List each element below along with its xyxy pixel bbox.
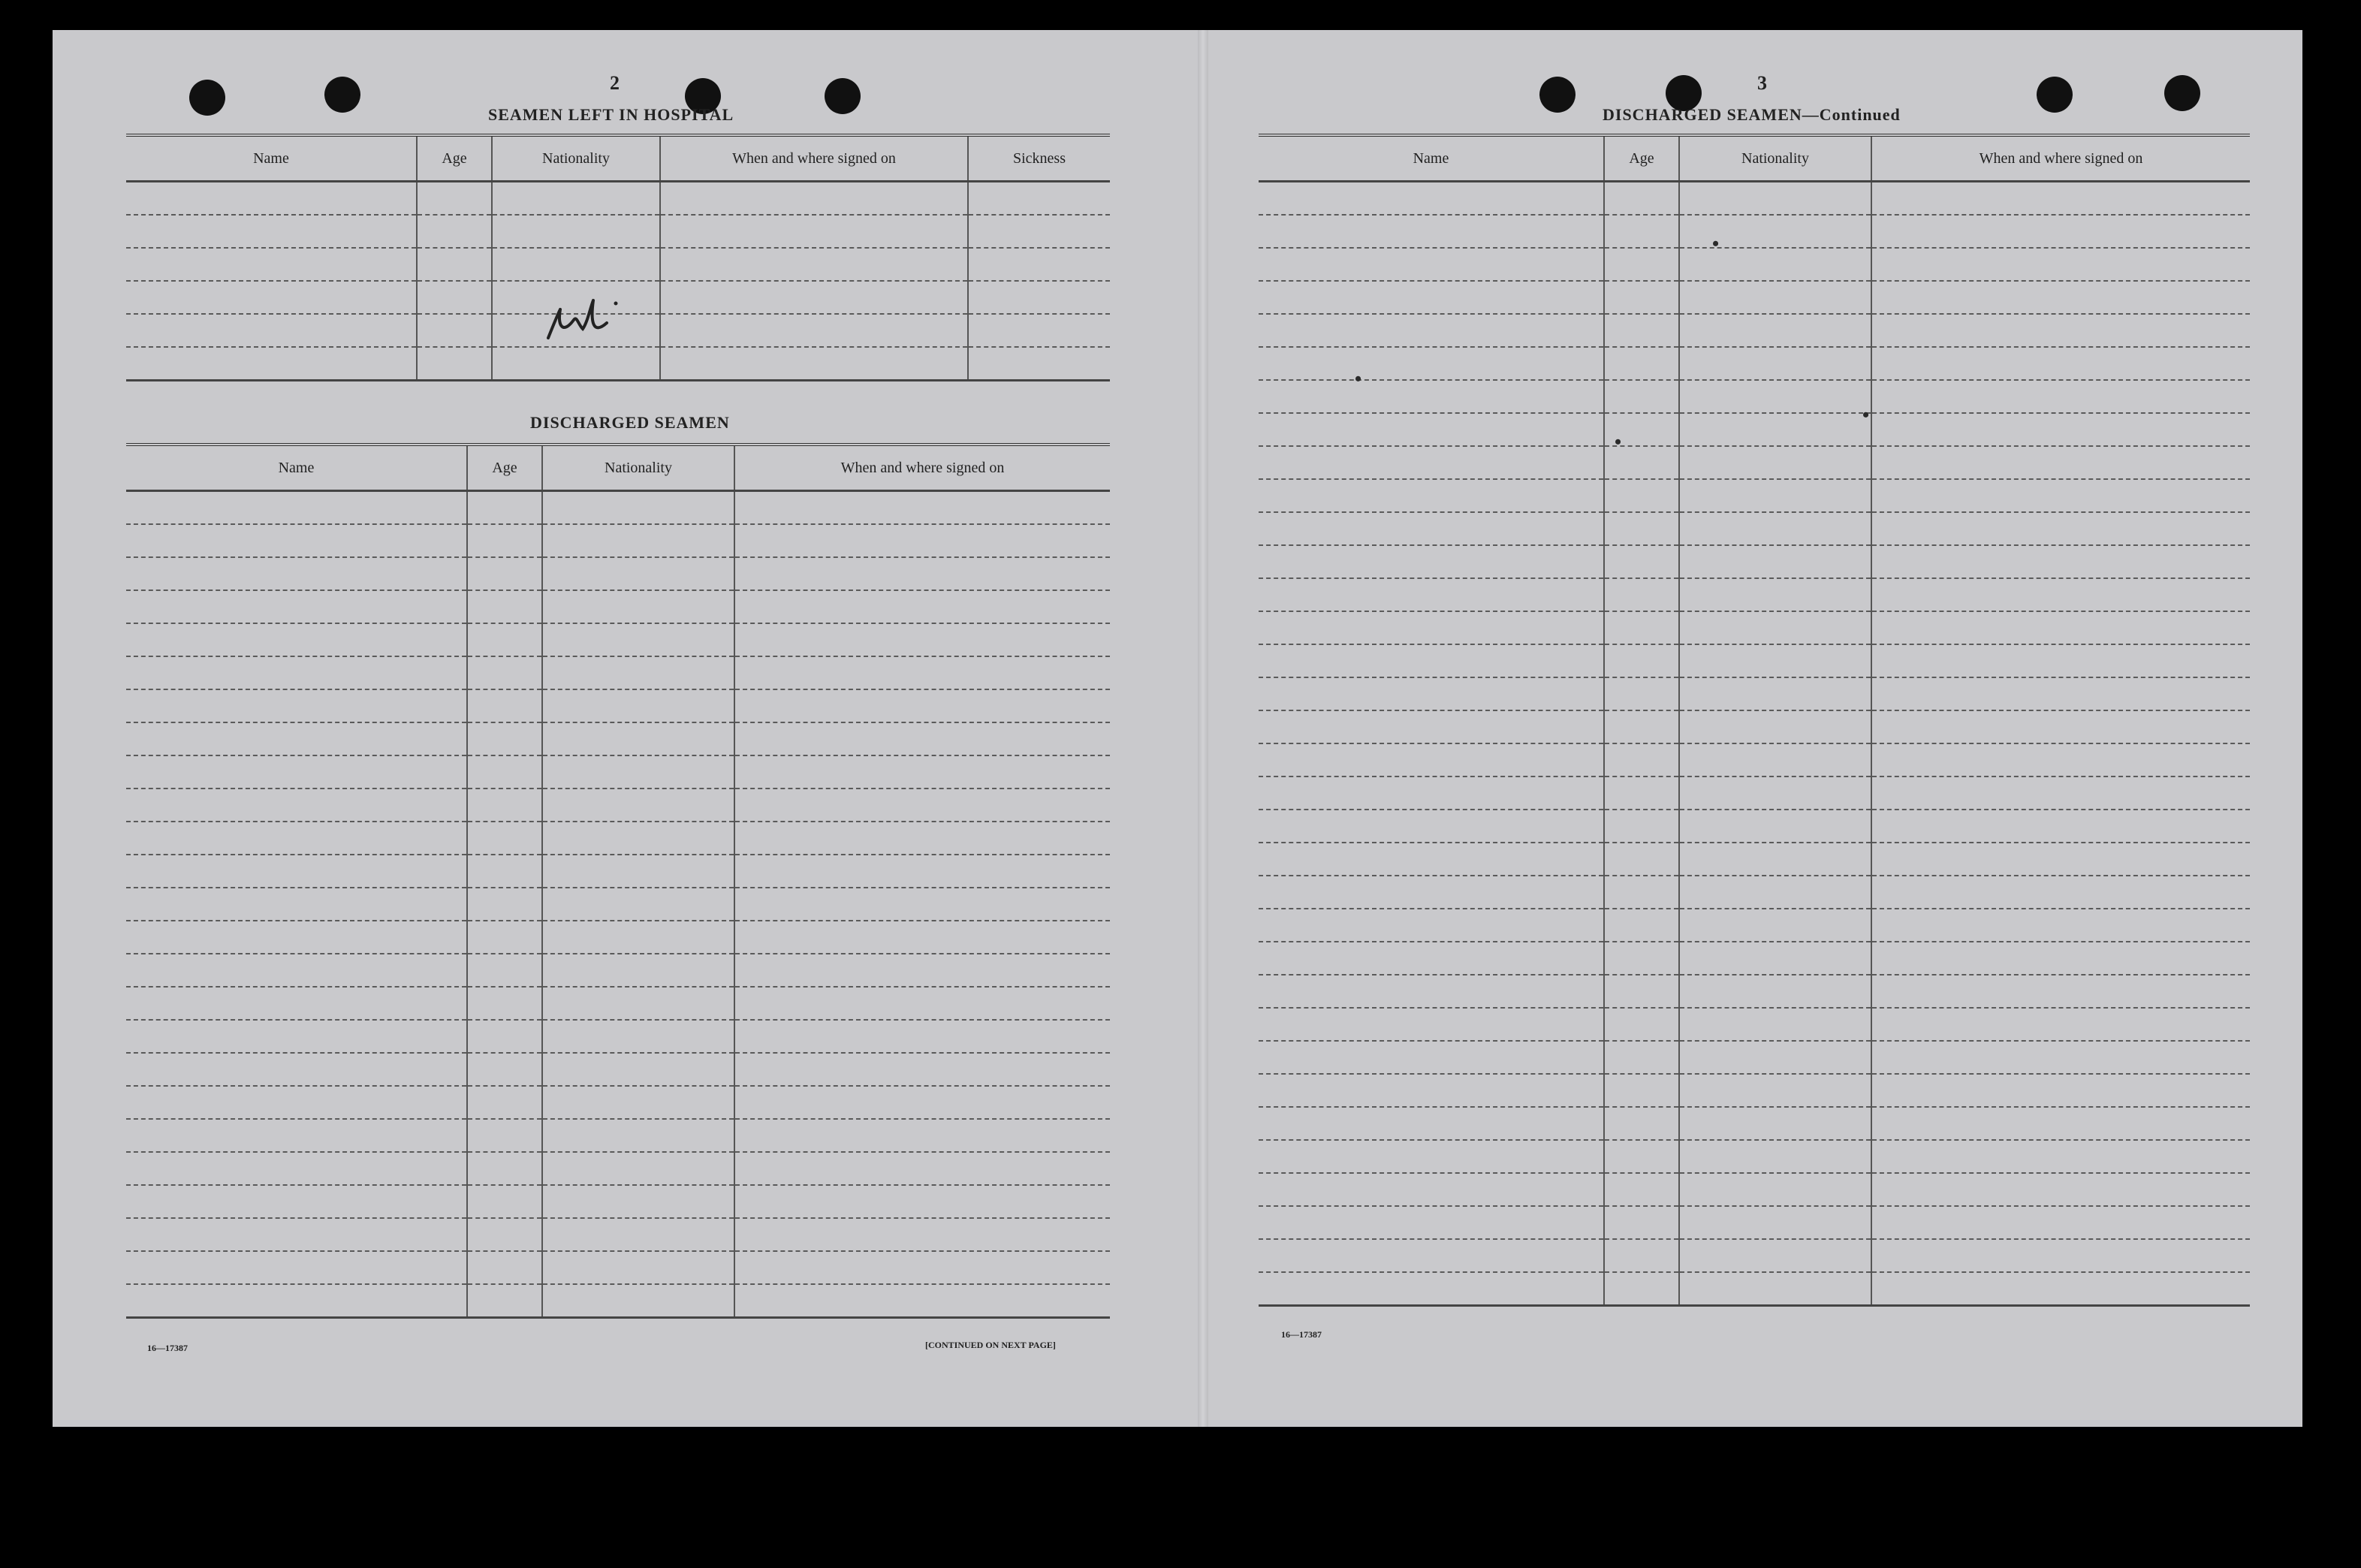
table-row xyxy=(1259,380,2250,413)
table-row xyxy=(126,656,1110,689)
table-row xyxy=(126,722,1110,755)
table-row xyxy=(126,789,1110,822)
table-row xyxy=(1259,710,2250,743)
ink-dot: • xyxy=(1355,368,1362,390)
column-header-age: Age xyxy=(417,135,492,182)
discharged-header-row xyxy=(126,445,1110,491)
column-header-signed-on: When and where signed on xyxy=(660,135,968,182)
punch-hole xyxy=(189,80,225,116)
table-row xyxy=(126,1251,1110,1284)
table-row xyxy=(1259,1239,2250,1272)
table-row xyxy=(1259,1206,2250,1239)
table-row xyxy=(126,1218,1110,1251)
form-number: 16—17387 xyxy=(147,1343,188,1353)
table-row xyxy=(1259,975,2250,1008)
page-fold xyxy=(1198,30,1208,1427)
page-number: 3 xyxy=(1757,72,1767,94)
discharged-continued-header-row xyxy=(1259,135,2250,182)
table-row xyxy=(126,689,1110,722)
table-row xyxy=(126,248,1110,281)
table-row xyxy=(1259,942,2250,975)
column-header-name: Name xyxy=(126,445,467,491)
table-row xyxy=(126,491,1110,525)
table-row xyxy=(126,590,1110,623)
table-row xyxy=(1259,314,2250,347)
table-row xyxy=(126,987,1110,1020)
table-row xyxy=(1259,545,2250,578)
table-row xyxy=(1259,1173,2250,1206)
table-row xyxy=(1259,1041,2250,1074)
table-row xyxy=(1259,1107,2250,1140)
table-row xyxy=(1259,1074,2250,1107)
table-row xyxy=(1259,909,2250,942)
table-row xyxy=(1259,446,2250,479)
table-row xyxy=(1259,644,2250,677)
table-row xyxy=(126,855,1110,888)
table-row xyxy=(1259,611,2250,644)
table-row xyxy=(126,1185,1110,1218)
nil-handwriting-mark xyxy=(541,293,623,353)
ink-dot: • xyxy=(1712,233,1720,255)
table-row xyxy=(126,1119,1110,1152)
discharged-table xyxy=(126,443,1110,1319)
punch-hole xyxy=(2037,77,2073,113)
punch-hole xyxy=(825,78,861,114)
form-number: 16—17387 xyxy=(1281,1329,1322,1340)
punch-hole xyxy=(1539,77,1576,113)
continued-note: [CONTINUED ON NEXT PAGE] xyxy=(925,1340,1056,1350)
column-header-nationality: Nationality xyxy=(542,445,734,491)
column-header-signed-on: When and where signed on xyxy=(734,445,1110,491)
discharged-continued-table xyxy=(1259,134,2250,1307)
table-row xyxy=(1259,182,2250,216)
punch-hole xyxy=(2164,75,2200,111)
table-row xyxy=(126,524,1110,557)
table-row xyxy=(126,888,1110,921)
discharged-section-title: DISCHARGED SEAMEN xyxy=(530,413,730,432)
table-row xyxy=(126,1284,1110,1318)
punch-hole xyxy=(324,77,360,113)
column-header-nationality: Nationality xyxy=(492,135,660,182)
table-row xyxy=(126,1053,1110,1086)
table-row xyxy=(126,755,1110,789)
hospital-header-row xyxy=(126,135,1110,182)
table-row xyxy=(126,1020,1110,1053)
ink-dot: • xyxy=(1862,404,1870,426)
column-header-signed-on: When and where signed on xyxy=(1871,135,2250,182)
table-row xyxy=(1259,743,2250,776)
ink-dot: • xyxy=(1615,431,1622,453)
table-row xyxy=(1259,347,2250,380)
table-row xyxy=(1259,876,2250,909)
table-row xyxy=(1259,1272,2250,1306)
table-row xyxy=(126,1086,1110,1119)
table-row xyxy=(126,822,1110,855)
table-row xyxy=(1259,677,2250,710)
hospital-section-title: SEAMEN LEFT IN HOSPITAL xyxy=(488,105,734,124)
table-row xyxy=(126,1152,1110,1185)
page-number: 2 xyxy=(610,72,620,94)
column-header-age: Age xyxy=(467,445,542,491)
column-header-age: Age xyxy=(1604,135,1679,182)
table-row xyxy=(126,215,1110,248)
table-row xyxy=(126,182,1110,216)
table-row xyxy=(1259,413,2250,446)
table-row xyxy=(1259,512,2250,545)
table-row xyxy=(126,557,1110,590)
column-header-name: Name xyxy=(1259,135,1604,182)
table-row xyxy=(126,921,1110,954)
table-row xyxy=(1259,578,2250,611)
table-row xyxy=(1259,1008,2250,1041)
column-header-sickness: Sickness xyxy=(968,135,1110,182)
table-row xyxy=(126,623,1110,656)
table-row xyxy=(1259,810,2250,843)
table-row xyxy=(1259,248,2250,281)
table-row xyxy=(126,954,1110,987)
table-row xyxy=(1259,281,2250,314)
table-row xyxy=(1259,479,2250,512)
table-row xyxy=(1259,776,2250,810)
table-row xyxy=(1259,215,2250,248)
column-header-nationality: Nationality xyxy=(1679,135,1871,182)
discharged-continued-title: DISCHARGED SEAMEN—Continued xyxy=(1603,105,1901,124)
table-row xyxy=(1259,843,2250,876)
table-row xyxy=(1259,1140,2250,1173)
column-header-name: Name xyxy=(126,135,417,182)
